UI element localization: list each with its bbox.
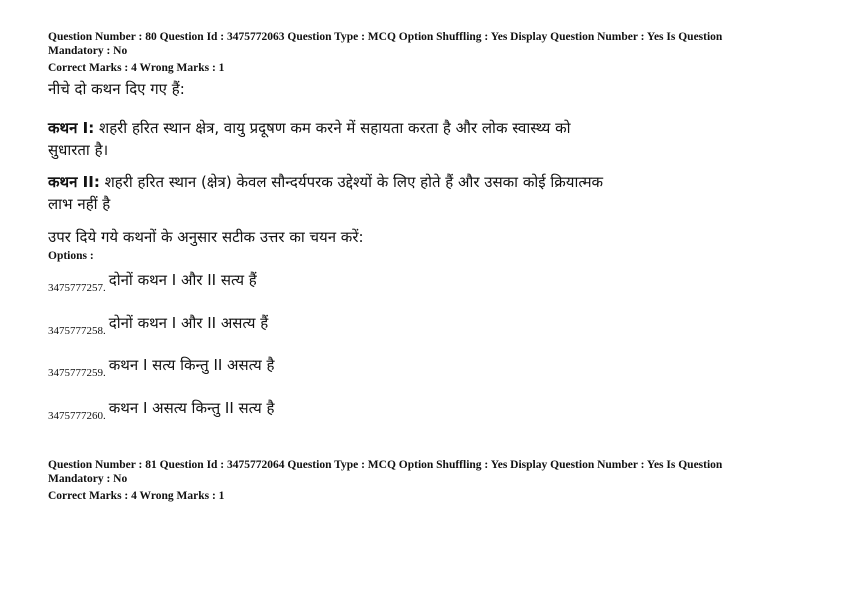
question-80-header-line1: Question Number : 80 Question Id : 3475772063 Question Type : MCQ Option Shuffling : Yes Display Question Number : Yes Is Question [48, 31, 723, 43]
question-81-marks: Correct Marks : 4 Wrong Marks : 1 [48, 490, 225, 502]
option-2[interactable] [48, 313, 268, 337]
statement-2 [48, 171, 808, 215]
question-81-header-line2: Mandatory : No [48, 472, 128, 485]
statement-2-continuation: लाभ नहीं है [48, 195, 111, 213]
statement-1-label: कथन I: [48, 119, 95, 137]
option-3-id: 3475777259. [48, 367, 106, 379]
statement-1-continuation: सुधारता है। [48, 141, 109, 159]
option-4-id: 3475777260. [48, 410, 106, 422]
option-4[interactable] [48, 398, 274, 422]
option-2-id: 3475777258. [48, 325, 106, 337]
option-1-text: दोनों कथन I और II सत्य हैं [108, 271, 257, 289]
question-80-header-line2: Mandatory : No [48, 44, 128, 57]
options-label: Options : [48, 250, 94, 262]
statement-2-text: शहरी हरित स्थान (क्षेत्र) केवल सौन्दर्यपरक उद्देश्यों के लिए होते हैं और उसका कोई क्रियात्मक [99, 173, 604, 191]
question-80-marks: Correct Marks : 4 Wrong Marks : 1 [48, 62, 225, 74]
question-80-instruction: उपर दिये गये कथनों के अनुसार सटीक उत्तर का चयन करें: [48, 228, 364, 246]
option-1[interactable] [48, 270, 257, 294]
statement-2-label: कथन II: [48, 173, 100, 191]
option-3[interactable] [48, 355, 274, 379]
statement-1-text: शहरी हरित स्थान क्षेत्र, वायु प्रदूषण कम करने में सहायता करता है और लोक स्वास्थ्य को [94, 119, 571, 137]
option-1-id: 3475777257. [48, 282, 106, 294]
option-2-text: दोनों कथन I और II असत्य हैं [108, 314, 269, 332]
question-81-header [48, 459, 788, 486]
option-4-text: कथन I असत्य किन्तु II सत्य है [108, 399, 275, 417]
question-81-header-line1: Question Number : 81 Question Id : 3475772064 Question Type : MCQ Option Shuffling : Yes Display Question Number : Yes Is Question [48, 459, 723, 471]
option-3-text: कथन I सत्य किन्तु II असत्य है [108, 356, 275, 374]
statement-1 [48, 117, 808, 161]
question-80-header [48, 31, 788, 58]
question-80-intro: नीचे दो कथन दिए गए हैं: [48, 80, 185, 98]
